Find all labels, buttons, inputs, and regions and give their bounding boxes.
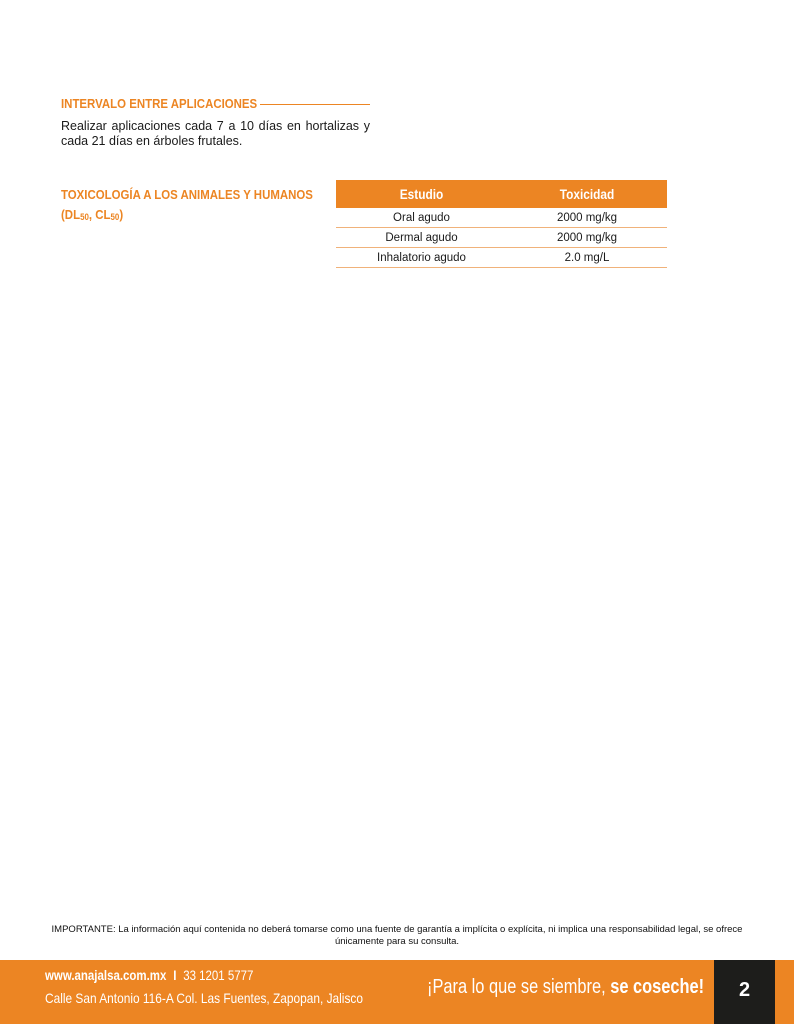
cell-study: Inhalatorio agudo: [377, 251, 466, 264]
cell-toxicity: 2000 mg/kg: [556, 231, 618, 244]
toxicology-heading: [61, 185, 313, 226]
page-number: 2: [714, 960, 775, 1024]
toxicology-dl: (DL: [61, 207, 81, 222]
slogan-normal: ¡Para lo que se siembre,: [427, 976, 611, 998]
phone-number[interactable]: 33 1201 5777: [183, 968, 254, 983]
heading-divider: [260, 104, 370, 105]
column-header-toxicity: [507, 187, 667, 202]
column-header-study: [336, 187, 507, 202]
table-row: [336, 228, 667, 248]
column-header-toxicity-label: Toxicidad: [559, 186, 615, 202]
cell-toxicity: 2.0 mg/L: [564, 251, 610, 264]
footer-contact: [45, 968, 253, 983]
cell-study: Dermal agudo: [385, 231, 458, 244]
column-header-study-label: Estudio: [399, 186, 444, 202]
table-header: [336, 180, 667, 208]
website-link[interactable]: www.anajalsa.com.mx: [45, 968, 167, 983]
toxicology-sub-cl: 50: [110, 212, 120, 222]
toxicology-heading-line1: TOXICOLOGÍA A LOS ANIMALES Y HUMANOS: [61, 187, 313, 202]
footer-separator: I: [173, 968, 177, 983]
table-row: [336, 248, 667, 268]
toxicology-close: ): [119, 207, 124, 222]
toxicology-cl: , CL: [88, 207, 111, 222]
slogan: [427, 976, 704, 999]
toxicology-sub-dl: 50: [80, 212, 89, 222]
interval-heading-text: INTERVALO ENTRE APLICACIONES: [61, 96, 258, 111]
toxicology-heading-line2: [61, 205, 313, 226]
table-row: [336, 208, 667, 228]
disclaimer: IMPORTANTE: La información aquí contenida no deberá tomarse como una fuente de garantía a implícita o explícita, ni implica una responsabilidad legal, se ofrece únicamente para su consulta.: [51, 924, 743, 947]
footer: [0, 960, 794, 1024]
footer-address: Calle San Antonio 116-A Col. Las Fuentes, Zapopan, Jalisco: [45, 990, 363, 1006]
interval-text: Realizar aplicaciones cada 7 a 10 días en hortalizas y cada 21 días en árboles frutales.: [61, 119, 370, 148]
cell-study: Oral agudo: [393, 211, 450, 224]
slogan-bold: se coseche!: [610, 976, 705, 998]
cell-toxicity: 2000 mg/kg: [556, 211, 618, 224]
interval-heading: [61, 96, 257, 111]
toxicity-table: [336, 180, 667, 268]
